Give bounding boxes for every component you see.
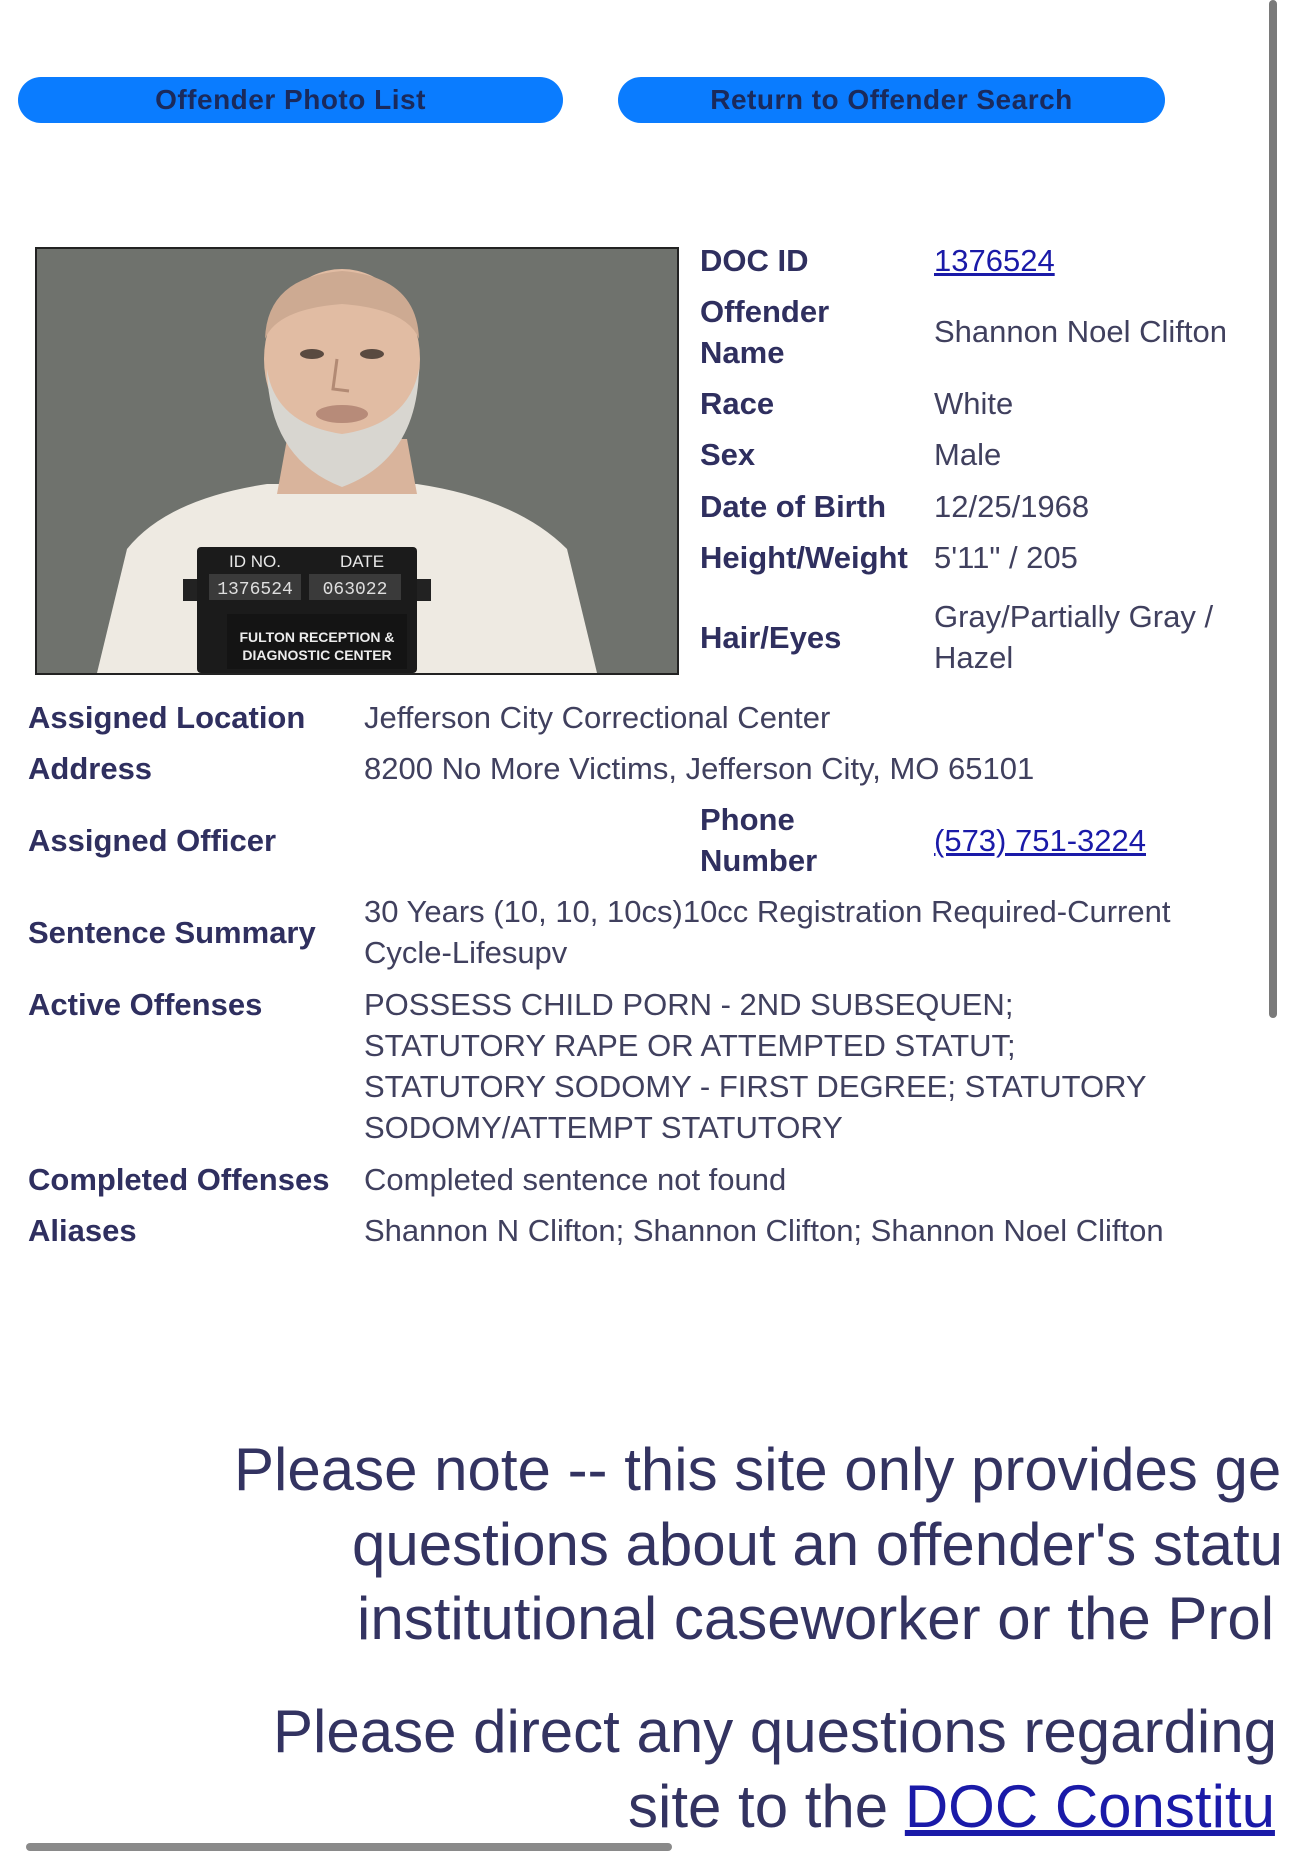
aliases-value: Shannon N Clifton; Shannon Clifton; Shannon Noel Clifton <box>364 1213 1164 1248</box>
aliases-label: Aliases <box>28 1213 137 1248</box>
placard-date-label: DATE <box>339 552 385 571</box>
notice-line5-prefix: site to the <box>628 1773 905 1840</box>
sentence-summary-label: Sentence Summary <box>28 915 316 950</box>
assigned-location-label: Assigned Location <box>28 700 306 735</box>
phone-number-label-line2: Number <box>700 843 818 878</box>
notice-line2: questions about an offender's statu <box>352 1511 1284 1578</box>
sex-label: Sex <box>700 437 756 472</box>
race-value: White <box>934 386 1014 421</box>
hair-eyes-value-line2: Hazel <box>934 640 1014 675</box>
sentence-summary-line2: Cycle-Lifesupv <box>364 935 568 970</box>
notice-line1: Please note -- this site only provides ge <box>234 1436 1282 1503</box>
active-offenses-line4: SODOMY/ATTEMPT STATUTORY <box>364 1110 843 1145</box>
offender-photo-list-button[interactable] <box>18 77 563 123</box>
offender-photo-list-label: Offender Photo List <box>155 84 426 115</box>
doc-constituent-services-link[interactable]: DOC Constitu <box>904 1773 1275 1840</box>
doc-id-link[interactable]: 1376524 <box>934 243 1055 278</box>
notice-line4: Please direct any questions regarding <box>273 1698 1277 1765</box>
return-to-offender-search-button[interactable] <box>618 77 1165 123</box>
placard-id-value: 1376524 <box>217 580 293 600</box>
height-weight-value: 5'11" / 205 <box>934 540 1078 575</box>
offender-name-value: Shannon Noel Clifton <box>934 314 1227 349</box>
notice-line5 <box>628 1770 1275 1844</box>
active-offenses-line1: POSSESS CHILD PORN - 2ND SUBSEQUEN; <box>364 987 1014 1022</box>
address-label: Address <box>28 751 153 786</box>
offender-name-label-line1: Offender <box>700 294 830 329</box>
completed-offenses-value: Completed sentence not found <box>364 1162 787 1197</box>
offender-name-label-line2: Name <box>700 335 785 370</box>
assigned-location-value: Jefferson City Correctional Center <box>364 700 831 735</box>
assigned-officer-label: Assigned Officer <box>28 823 277 858</box>
active-offenses-line3: STATUTORY SODOMY - FIRST DEGREE; STATUTORY <box>364 1069 1147 1104</box>
date-of-birth-value: 12/25/1968 <box>934 489 1090 524</box>
vertical-scrollbar[interactable] <box>1269 0 1277 1018</box>
height-weight-label: Height/Weight <box>700 540 908 575</box>
date-of-birth-label: Date of Birth <box>700 489 886 524</box>
placard-facility-line2: DIAGNOSTIC CENTER <box>242 647 392 663</box>
phone-number-link[interactable]: (573) 751-3224 <box>934 823 1146 858</box>
notice-line3: institutional caseworker or the Prol <box>357 1585 1275 1652</box>
offender-photo <box>35 247 679 675</box>
placard-facility-line1: FULTON RECEPTION & <box>239 629 395 645</box>
sentence-summary-line1: 30 Years (10, 10, 10cs)10cc Registration Required-Current <box>364 894 1171 929</box>
placard-date-value: 063022 <box>322 580 388 600</box>
horizontal-scrollbar[interactable] <box>26 1843 672 1851</box>
completed-offenses-label: Completed Offenses <box>28 1162 330 1197</box>
active-offenses-label: Active Offenses <box>28 987 263 1022</box>
doc-id-label: DOC ID <box>700 243 809 278</box>
placard-id-label: ID NO. <box>229 552 281 571</box>
hair-eyes-label: Hair/Eyes <box>700 620 842 655</box>
race-label: Race <box>700 386 775 421</box>
hair-eyes-value-line1: Gray/Partially Gray / <box>934 599 1214 634</box>
mugshot-illustration <box>37 249 677 673</box>
address-value: 8200 No More Victims, Jefferson City, MO 65101 <box>364 751 1035 786</box>
return-to-offender-search-label: Return to Offender Search <box>710 84 1073 115</box>
active-offenses-line2: STATUTORY RAPE OR ATTEMPTED STATUT; <box>364 1028 1016 1063</box>
sex-value: Male <box>934 437 1002 472</box>
phone-number-label-line1: Phone <box>700 802 795 837</box>
